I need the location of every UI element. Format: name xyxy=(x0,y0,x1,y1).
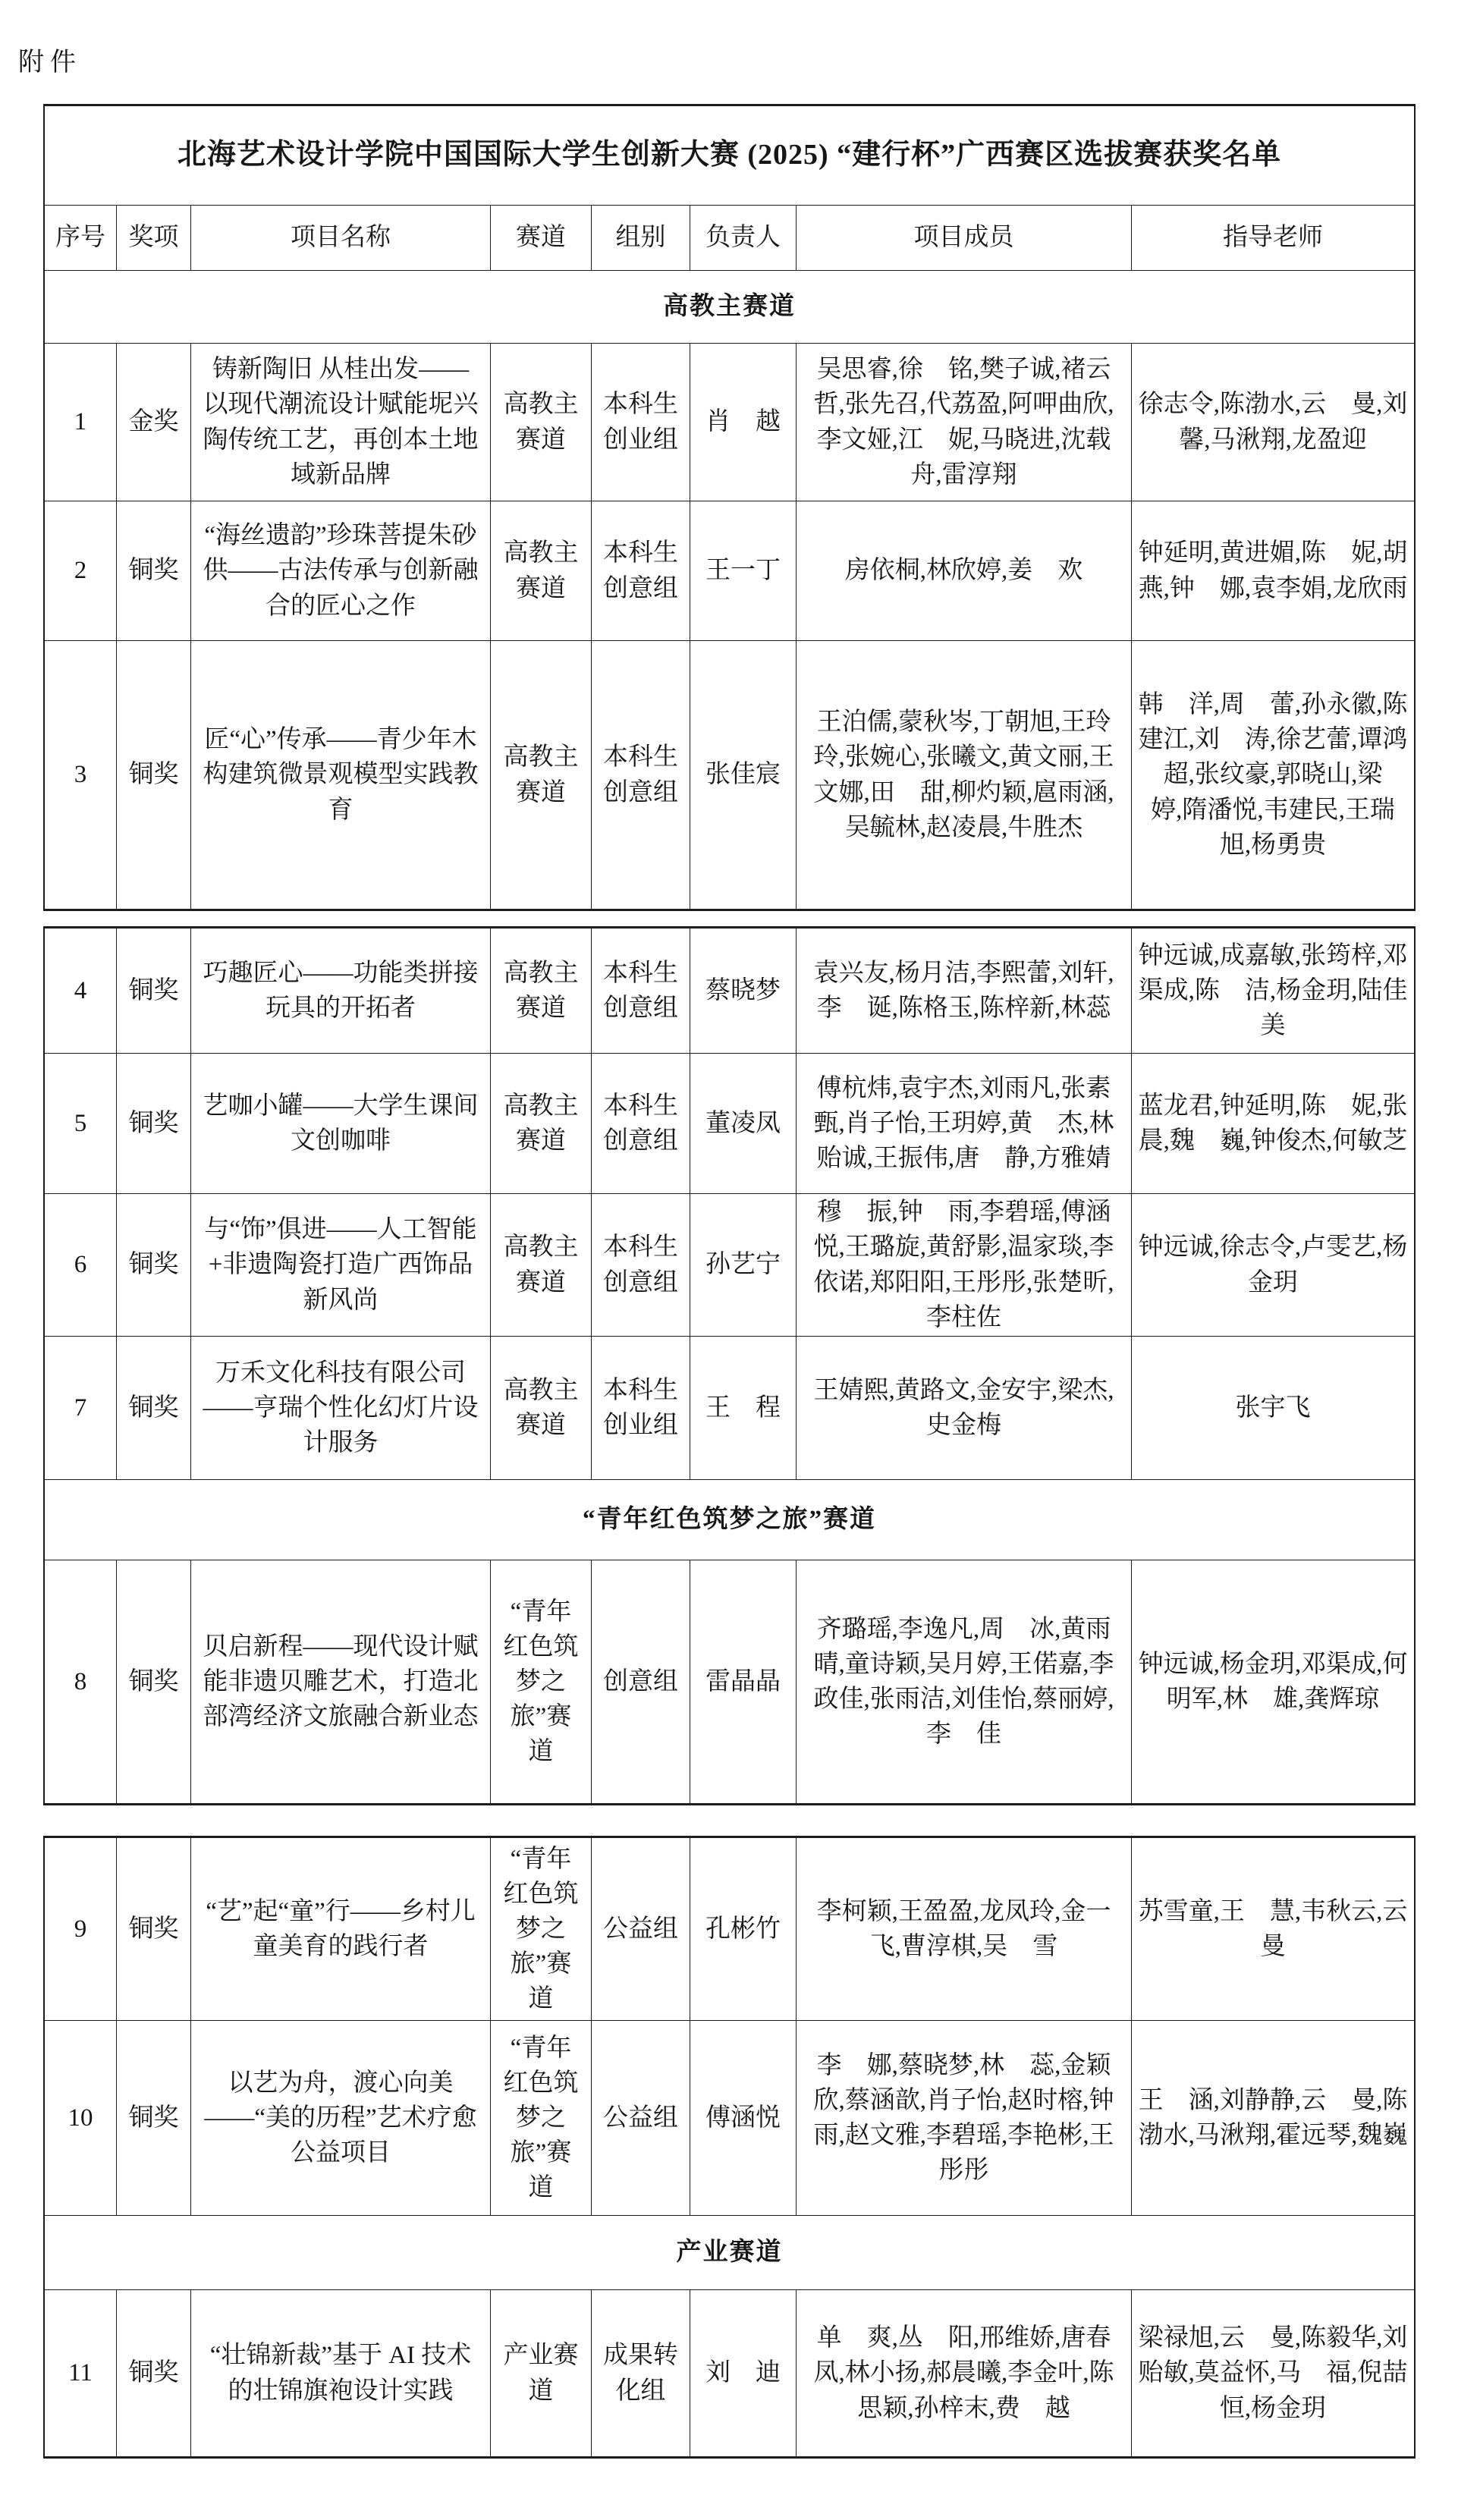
table-title-row xyxy=(45,106,1414,206)
cell-leader: 王一丁 xyxy=(690,501,797,640)
cell-leader: 傅涵悦 xyxy=(690,2021,797,2215)
cell-group: 成果转化组 xyxy=(592,2290,690,2456)
cell-group: 本科生创意组 xyxy=(592,1194,690,1336)
section-row xyxy=(45,1480,1414,1560)
section-label: 高教主赛道 xyxy=(663,293,796,321)
cell-teachers: 王 涵,刘静静,云 曼,陈渤水,马湫翔,霍远琴,魏巍 xyxy=(1138,2086,1408,2149)
cell-track: 高教主赛道 xyxy=(491,641,592,909)
cell-members: 房依桐,林欣婷,姜 欢 xyxy=(797,501,1132,640)
cell-members: 吴思睿,徐 铭,樊子诚,褚云哲,张先召,代荔盈,阿呷曲欣,李文娅,江 妮,马晓进,沈载舟,雷淳翔 xyxy=(797,344,1132,501)
cell-award: 铜奖 xyxy=(117,501,191,640)
cell-no: 7 xyxy=(45,1337,117,1479)
cell-teachers: 徐志令,陈渤水,云 曼,刘馨,马湫翔,龙盈迎 xyxy=(1138,391,1408,454)
cell-teachers: 钟远诚,徐志令,卢雯艺,杨金玥 xyxy=(1138,1233,1408,1296)
cell-leader: 孙艺宁 xyxy=(690,1194,797,1336)
table-row-7 xyxy=(45,1337,1414,1480)
cell-project: “艺”起“童”行——乡村儿童美育的践行者 xyxy=(191,1838,491,2020)
cell-leader: 蔡晓梦 xyxy=(690,929,797,1053)
cell-teachers: 张宇飞 xyxy=(1235,1394,1311,1422)
column-header-project: 项目名称 xyxy=(191,206,491,270)
cell-group: 创意组 xyxy=(592,1560,690,1803)
cell-track: “青年红色筑梦之旅”赛道 xyxy=(491,2021,592,2215)
table-row-9 xyxy=(45,1838,1414,2021)
cell-teachers: 钟远诚,杨金玥,邓渠成,何明军,林 雄,龚辉琼 xyxy=(1138,1650,1408,1713)
section-row xyxy=(45,271,1414,344)
cell-leader: 雷晶晶 xyxy=(690,1560,797,1803)
cell-members: 王泊儒,蒙秋岑,丁朝旭,王玲玲,张婉心,张曦文,黄文丽,王文娜,田 甜,柳灼颖,扈雨涵,吴毓林,赵凌晨,牛胜杰 xyxy=(797,641,1132,909)
cell-group: 本科生创业组 xyxy=(592,1337,690,1479)
cell-track: 高教主赛道 xyxy=(491,929,592,1053)
cell-teachers: 蓝龙君,钟延明,陈 妮,张晨,魏 巍,钟俊杰,何敏芝 xyxy=(1138,1092,1408,1155)
cell-leader: 王 程 xyxy=(690,1337,797,1479)
page-break-gap xyxy=(43,1805,1416,1836)
table-row-1 xyxy=(45,344,1414,501)
cell-track: 高教主赛道 xyxy=(491,1337,592,1479)
cell-no: 2 xyxy=(45,501,117,640)
cell-group: 公益组 xyxy=(592,1838,690,2020)
table-row-6 xyxy=(45,1194,1414,1337)
cell-no: 6 xyxy=(45,1194,117,1336)
cell-members: 傅杭炜,袁宇杰,刘雨凡,张素甄,肖子怡,王玥婷,黄 杰,林贻诚,王振伟,唐 静,方雅婧 xyxy=(797,1054,1132,1193)
column-header-group: 组别 xyxy=(592,206,690,270)
cell-project: 万禾文化科技有限公司——亨瑞个性化幻灯片设计服务 xyxy=(191,1337,491,1479)
cell-award: 铜奖 xyxy=(117,1054,191,1193)
cell-no: 8 xyxy=(45,1560,117,1803)
cell-members: 单 爽,丛 阳,邢维娇,唐春凤,林小扬,郝晨曦,李金叶,陈思颖,孙梓末,费 越 xyxy=(797,2290,1132,2456)
table-row-11 xyxy=(45,2290,1414,2456)
cell-group: 本科生创意组 xyxy=(592,929,690,1053)
cell-track: 高教主赛道 xyxy=(491,501,592,640)
attachment-label: 附件 xyxy=(18,49,82,77)
cell-no: 1 xyxy=(45,344,117,501)
table-row-10 xyxy=(45,2021,1414,2216)
cell-no: 4 xyxy=(45,929,117,1053)
cell-award: 铜奖 xyxy=(117,641,191,909)
cell-teachers: 钟远诚,成嘉敏,张筠梓,邓渠成,陈 洁,杨金玥,陆佳美 xyxy=(1138,941,1408,1040)
cell-track: “青年红色筑梦之旅”赛道 xyxy=(491,1838,592,2020)
table-row-3 xyxy=(45,641,1414,909)
cell-group: 公益组 xyxy=(592,2021,690,2215)
cell-award: 铜奖 xyxy=(117,2021,191,2215)
table-header-row xyxy=(45,206,1414,271)
cell-leader: 刘 迪 xyxy=(690,2290,797,2456)
cell-project: “壮锦新裁”基于 AI 技术的壮锦旗袍设计实践 xyxy=(191,2290,491,2456)
cell-award: 铜奖 xyxy=(117,929,191,1053)
cell-track: 产业赛道 xyxy=(491,2290,592,2456)
table-row-2 xyxy=(45,501,1414,641)
table-title: 北海艺术设计学院中国国际大学生创新大赛 (2025) “建行杯”广西赛区选拔赛获奖名单 xyxy=(177,139,1282,171)
cell-no: 9 xyxy=(45,1838,117,2020)
cell-project: 与“饰”俱进——人工智能+非遗陶瓷打造广西饰品新风尚 xyxy=(191,1194,491,1336)
cell-project: 匠“心”传承——青少年木构建筑微景观模型实践教育 xyxy=(191,641,491,909)
cell-leader: 董凌凤 xyxy=(690,1054,797,1193)
cell-group: 本科生创意组 xyxy=(592,1054,690,1193)
cell-teachers: 苏雪童,王 慧,韦秋云,云曼 xyxy=(1138,1897,1408,1960)
cell-leader: 肖 越 xyxy=(690,344,797,501)
cell-group: 本科生创业组 xyxy=(592,344,690,501)
cell-leader: 张佳宸 xyxy=(690,641,797,909)
cell-track: 高教主赛道 xyxy=(491,1194,592,1336)
table-segment-1 xyxy=(43,104,1416,911)
page-break-gap xyxy=(43,911,1416,926)
cell-award: 铜奖 xyxy=(117,1560,191,1803)
column-header-track: 赛道 xyxy=(491,206,592,270)
cell-teachers: 韩 洋,周 蕾,孙永徽,陈建江,刘 涛,徐艺蕾,谭鸿超,张纹豪,郭晓山,梁 婷,隋潘悦,韦建民,王瑞旭,杨勇贵 xyxy=(1138,691,1408,859)
cell-award: 金奖 xyxy=(117,344,191,501)
column-header-members: 项目成员 xyxy=(797,206,1132,270)
cell-project: 以艺为舟，渡心向美——“美的历程”艺术疗愈公益项目 xyxy=(191,2021,491,2215)
table-row-8 xyxy=(45,1560,1414,1803)
table-row-4 xyxy=(45,929,1414,1054)
cell-project: 铸新陶旧 从桂出发——以现代潮流设计赋能坭兴陶传统工艺，再创本土地域新品牌 xyxy=(191,344,491,501)
cell-award: 铜奖 xyxy=(117,1337,191,1479)
cell-leader: 孔彬竹 xyxy=(690,1838,797,2020)
cell-project: 巧趣匠心——功能类拼接玩具的开拓者 xyxy=(191,929,491,1053)
table-segment-2 xyxy=(43,926,1416,1805)
cell-track: “青年红色筑梦之旅”赛道 xyxy=(491,1560,592,1803)
cell-members: 李柯颖,王盈盈,龙凤玲,金一飞,曹淳棋,吴 雪 xyxy=(797,1838,1132,2020)
cell-no: 10 xyxy=(45,2021,117,2215)
cell-award: 铜奖 xyxy=(117,1838,191,2020)
cell-no: 11 xyxy=(45,2290,117,2456)
table-row-5 xyxy=(45,1054,1414,1194)
cell-no: 5 xyxy=(45,1054,117,1193)
cell-no: 3 xyxy=(45,641,117,909)
cell-members: 齐璐瑶,李逸凡,周 冰,黄雨晴,童诗颖,吴月婷,王偌嘉,李政佳,张雨洁,刘佳怡,蔡丽婷,李 佳 xyxy=(797,1560,1132,1803)
cell-track: 高教主赛道 xyxy=(491,344,592,501)
awards-table xyxy=(43,104,1416,2459)
column-header-teachers: 指导老师 xyxy=(1223,224,1323,252)
cell-award: 铜奖 xyxy=(117,1194,191,1336)
cell-teachers: 梁禄旭,云 曼,陈毅华,刘贻敏,莫益怀,马 福,倪喆恒,杨金玥 xyxy=(1138,2324,1408,2422)
cell-group: 本科生创意组 xyxy=(592,641,690,909)
column-header-leader: 负责人 xyxy=(690,206,797,270)
cell-teachers: 钟延明,黄进媚,陈 妮,胡燕,钟 娜,袁李娟,龙欣雨 xyxy=(1138,539,1408,602)
cell-members: 王婧熙,黄路文,金安宇,梁杰,史金梅 xyxy=(797,1337,1132,1479)
table-segment-3 xyxy=(43,1836,1416,2459)
cell-track: 高教主赛道 xyxy=(491,1054,592,1193)
cell-members: 袁兴友,杨月洁,李熙蕾,刘轩,李 诞,陈格玉,陈梓新,林蕊 xyxy=(797,929,1132,1053)
cell-group: 本科生创意组 xyxy=(592,501,690,640)
section-label: 产业赛道 xyxy=(676,2239,783,2267)
section-label: “青年红色筑梦之旅”赛道 xyxy=(583,1506,876,1534)
section-row xyxy=(45,2216,1414,2290)
cell-members: 李 娜,蔡晓梦,林 蕊,金颖欣,蔡涵歆,肖子怡,赵时榕,钟雨,赵文雅,李碧瑶,李艳彬,王彤彤 xyxy=(797,2021,1132,2215)
column-header-no: 序号 xyxy=(45,206,117,270)
cell-award: 铜奖 xyxy=(117,2290,191,2456)
cell-project: “海丝遗韵”珍珠菩提朱砂供——古法传承与创新融合的匠心之作 xyxy=(191,501,491,640)
cell-members: 穆 振,钟 雨,李碧瑶,傅涵悦,王璐旋,黄舒影,温家琰,李依诺,郑阳阳,王彤彤,张楚昕,李柱佐 xyxy=(797,1194,1132,1336)
column-header-award: 奖项 xyxy=(117,206,191,270)
cell-project: 艺咖小罐——大学生课间文创咖啡 xyxy=(191,1054,491,1193)
cell-project: 贝启新程——现代设计赋能非遗贝雕艺术，打造北部湾经济文旅融合新业态 xyxy=(191,1560,491,1803)
